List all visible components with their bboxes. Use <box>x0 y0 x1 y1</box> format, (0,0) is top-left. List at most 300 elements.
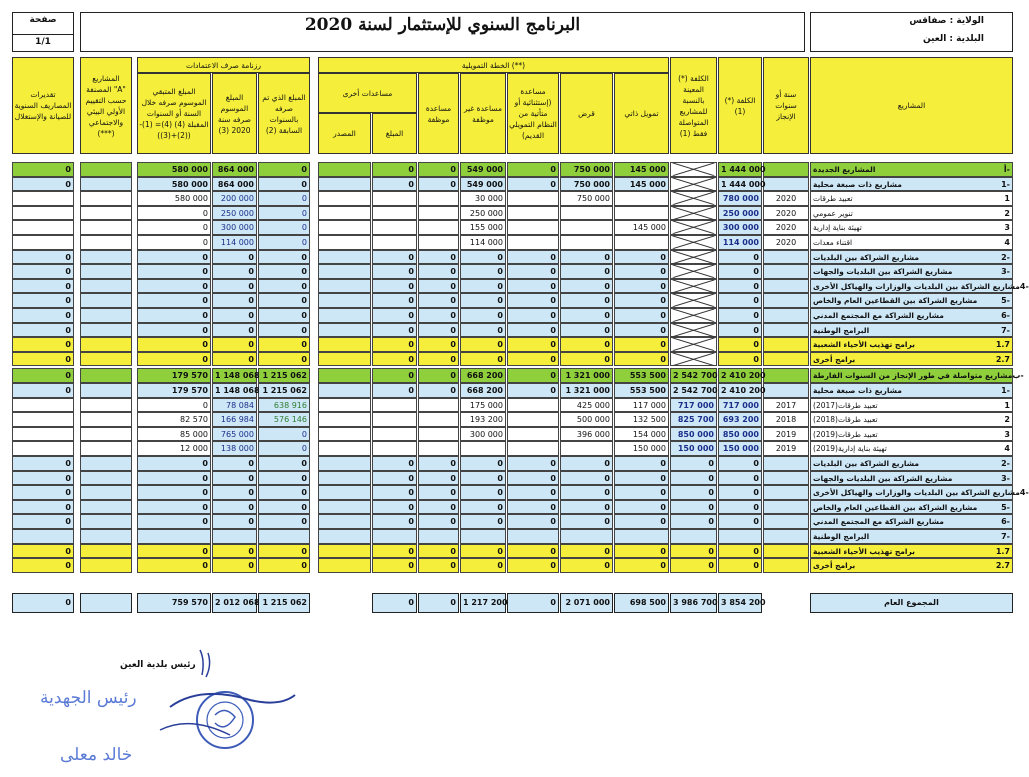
cell-exc <box>507 441 559 456</box>
cell-prev <box>258 529 310 544</box>
cell-cls <box>80 441 132 456</box>
cell-cls <box>80 471 132 486</box>
cell-rem: 0 <box>137 264 211 279</box>
cell-loan: 0 <box>560 279 613 294</box>
cell-unalloc: 0 <box>460 352 506 367</box>
cell-unalloc: 0 <box>460 279 506 294</box>
cell-oamt <box>372 529 417 544</box>
cell-plan: 300 000 <box>212 220 257 235</box>
cell-cost: 693 200 <box>718 412 762 427</box>
cell-medium <box>670 279 717 294</box>
cell-loan: 0 <box>560 323 613 338</box>
cell-est: 0 <box>12 323 74 338</box>
cell-osrc <box>318 456 371 471</box>
table-row-project <box>810 456 1013 471</box>
total-alloc: 0 <box>418 593 459 613</box>
cell-medium: 2 542 700 <box>670 383 717 398</box>
cross-out-icon <box>673 338 714 351</box>
cell-oamt <box>372 220 417 235</box>
cell-prev: 0 <box>258 323 310 338</box>
cell-plan: 138 000 <box>212 441 257 456</box>
cell-cost: 0 <box>718 279 762 294</box>
cell-alloc <box>418 441 459 456</box>
row-label: تنوير عمومي <box>813 208 853 218</box>
cell-rem: 580 000 <box>137 177 211 192</box>
cell-plan <box>212 529 257 544</box>
cell-osrc <box>318 514 371 529</box>
table-row-project <box>810 293 1013 308</box>
cell-medium <box>670 220 717 235</box>
cell-osrc <box>318 191 371 206</box>
cell-prev: 0 <box>258 441 310 456</box>
cell-plan: 78 084 <box>212 398 257 413</box>
cell-prev: 0 <box>258 293 310 308</box>
cell-rem: 179 570 <box>137 383 211 398</box>
cell-loan: 1 321 000 <box>560 368 613 383</box>
cell-prev: 576 146 <box>258 412 310 427</box>
cell-unalloc: 0 <box>460 485 506 500</box>
cell-self: 0 <box>614 250 669 265</box>
cell-unalloc: 668 200 <box>460 383 506 398</box>
cell-exc: 0 <box>507 368 559 383</box>
cell-cls <box>80 191 132 206</box>
row-label: مشاريع الشراكة بين البلديات <box>813 252 919 262</box>
total-rem: 759 570 <box>137 593 211 613</box>
cell-year: 2017 <box>763 398 809 413</box>
cell-oamt: 0 <box>372 383 417 398</box>
cell-year: 2020 <box>763 191 809 206</box>
row-label: مشاريع الشراكة بين البلديات والوزارات والهياكل الأخرى <box>813 281 1020 291</box>
cell-self <box>614 191 669 206</box>
table-row-project <box>810 500 1013 515</box>
cell-alloc <box>418 206 459 221</box>
total-oamt: 0 <box>372 593 417 613</box>
cell-cls <box>80 368 132 383</box>
signature-handwriting-bottom: خالد معلى <box>60 745 133 765</box>
cell-self: 0 <box>614 323 669 338</box>
cell-cls <box>80 412 132 427</box>
cell-oamt: 0 <box>372 250 417 265</box>
table-row-project <box>810 398 1013 413</box>
cell-medium: 150 000 <box>670 441 717 456</box>
cell-unalloc: 549 000 <box>460 177 506 192</box>
cell-cost: 0 <box>718 485 762 500</box>
table-row-project <box>810 206 1013 221</box>
cell-exc <box>507 220 559 235</box>
cell-rem: 0 <box>137 544 211 559</box>
cell-oamt <box>372 398 417 413</box>
cell-alloc: 0 <box>418 279 459 294</box>
cell-medium: 0 <box>670 500 717 515</box>
cell-oamt: 0 <box>372 279 417 294</box>
row-code: 4- <box>1019 281 1029 291</box>
cell-self: 117 000 <box>614 398 669 413</box>
total-loan: 2 071 000 <box>560 593 613 613</box>
cell-cls <box>80 250 132 265</box>
cell-alloc <box>418 220 459 235</box>
cell-rem: 179 570 <box>137 368 211 383</box>
cell-medium: 0 <box>670 544 717 559</box>
row-code: 4 <box>1004 238 1010 247</box>
cell-self: 0 <box>614 485 669 500</box>
cell-alloc: 0 <box>418 352 459 367</box>
cell-medium <box>670 191 717 206</box>
cell-rem: 0 <box>137 471 211 486</box>
header-financing-group: الخطة التمويلية (**) <box>318 57 669 73</box>
cell-est <box>12 441 74 456</box>
cell-osrc <box>318 441 371 456</box>
cell-year <box>763 368 809 383</box>
cell-prev: 0 <box>258 456 310 471</box>
cell-alloc: 0 <box>418 558 459 573</box>
cell-plan: 0 <box>212 558 257 573</box>
cell-cost: 0 <box>718 500 762 515</box>
cell-prev: 0 <box>258 308 310 323</box>
cell-oamt: 0 <box>372 323 417 338</box>
baladiya-label: البلدية : العين <box>922 34 984 44</box>
cell-rem: 85 000 <box>137 427 211 442</box>
cell-cls <box>80 177 132 192</box>
cell-prev: 1 215 062 <box>258 368 310 383</box>
total-projects: المجموع العام <box>810 593 1013 613</box>
cell-unalloc: 300 000 <box>460 427 506 442</box>
cell-unalloc: 0 <box>460 471 506 486</box>
cell-exc: 0 <box>507 471 559 486</box>
cell-osrc <box>318 471 371 486</box>
cell-oamt: 0 <box>372 177 417 192</box>
cell-loan: 0 <box>560 456 613 471</box>
cell-alloc: 0 <box>418 337 459 352</box>
cell-rem: 0 <box>137 279 211 294</box>
total-medium: 3 986 700 <box>670 593 717 613</box>
cell-loan: 0 <box>560 250 613 265</box>
cell-year <box>763 471 809 486</box>
cell-medium: 825 700 <box>670 412 717 427</box>
cell-exc: 0 <box>507 383 559 398</box>
cell-rem: 0 <box>137 514 211 529</box>
row-code: 3- <box>1001 267 1010 277</box>
cell-exc: 0 <box>507 177 559 192</box>
header-remaining: المبلغ المتبقي الموسوم صرفه خلال السنة أو السنوات المقبلة (4) (4)= (1)-((2)+(3)) <box>137 73 211 154</box>
cell-osrc <box>318 544 371 559</box>
cell-rem: 0 <box>137 398 211 413</box>
table-row-project <box>810 441 1013 456</box>
cell-loan: 0 <box>560 514 613 529</box>
cell-medium: 850 000 <box>670 427 717 442</box>
row-code: 2.7 <box>995 561 1010 571</box>
row-label: مشاريع الشراكة بين القطاعين العام والخاص <box>813 502 978 512</box>
cross-out-icon <box>673 178 714 191</box>
cell-exc <box>507 398 559 413</box>
row-label: تعبيد طرقات(2019) <box>813 429 878 439</box>
cell-medium: 0 <box>670 514 717 529</box>
row-code: أ- <box>1003 165 1010 174</box>
header-cost: الكلفة (*) (1) <box>718 57 762 154</box>
cell-prev: 0 <box>258 279 310 294</box>
cell-osrc <box>318 352 371 367</box>
cross-out-icon <box>673 163 714 176</box>
cell-cost: 850 000 <box>718 427 762 442</box>
cell-cls <box>80 383 132 398</box>
cell-year <box>763 162 809 177</box>
cell-plan: 0 <box>212 279 257 294</box>
cell-cost: 0 <box>718 558 762 573</box>
cell-est: 0 <box>12 456 74 471</box>
cell-self: 145 000 <box>614 220 669 235</box>
cell-loan <box>560 529 613 544</box>
cell-alloc: 0 <box>418 162 459 177</box>
cell-prev: 0 <box>258 235 310 250</box>
cell-unalloc: 175 000 <box>460 398 506 413</box>
cell-year <box>763 337 809 352</box>
row-label: مشاريع الشراكة مع المجتمع المدني <box>813 311 944 320</box>
cell-self: 0 <box>614 352 669 367</box>
cell-oamt <box>372 235 417 250</box>
cell-cost: 1 444 000 <box>718 177 762 192</box>
cell-medium <box>670 337 717 352</box>
cell-alloc <box>418 191 459 206</box>
cell-unalloc: 0 <box>460 323 506 338</box>
cell-cls <box>80 220 132 235</box>
cell-loan: 750 000 <box>560 191 613 206</box>
cell-prev: 1 215 062 <box>258 383 310 398</box>
cell-unalloc <box>460 529 506 544</box>
cell-cost: 717 000 <box>718 398 762 413</box>
cell-est <box>12 191 74 206</box>
cell-plan: 864 000 <box>212 162 257 177</box>
cell-alloc <box>418 412 459 427</box>
cell-medium <box>670 529 717 544</box>
cell-oamt <box>372 206 417 221</box>
cell-cls <box>80 529 132 544</box>
cell-medium <box>670 308 717 323</box>
cell-cost: 0 <box>718 337 762 352</box>
page-number: 1/1 <box>12 34 74 48</box>
cell-cls <box>80 456 132 471</box>
cell-loan <box>560 206 613 221</box>
cell-exc: 0 <box>507 293 559 308</box>
cell-year: 2020 <box>763 235 809 250</box>
cell-rem: 0 <box>137 352 211 367</box>
header-projects: المشاريع <box>810 57 1013 154</box>
cell-exc: 0 <box>507 544 559 559</box>
row-code: 5- <box>1001 502 1010 512</box>
row-code: 1- <box>1001 386 1010 395</box>
cell-oamt: 0 <box>372 264 417 279</box>
cell-medium <box>670 323 717 338</box>
cell-unalloc: 0 <box>460 308 506 323</box>
header-classified: المشاريع المصنفة "A" حسب التقييم الأولي البيئي والاجتماعي (***) <box>80 57 132 154</box>
cell-self <box>614 206 669 221</box>
cross-out-icon <box>673 309 714 322</box>
cell-alloc: 0 <box>418 264 459 279</box>
cell-loan: 750 000 <box>560 162 613 177</box>
row-label: مشاريع الشراكة بين البلديات والوزارات والهياكل الأخرى <box>813 488 1020 498</box>
cell-alloc <box>418 427 459 442</box>
table-row-project <box>810 558 1013 573</box>
cell-loan: 0 <box>560 337 613 352</box>
row-label: برامج تهذيب الأحياء الشعبية <box>813 546 915 556</box>
cell-cls <box>80 558 132 573</box>
cell-alloc: 0 <box>418 308 459 323</box>
table-row-project <box>810 337 1013 352</box>
cell-year <box>763 500 809 515</box>
cell-medium <box>670 235 717 250</box>
row-label: البرامج الوطنية <box>813 532 870 541</box>
cell-cls <box>80 162 132 177</box>
cell-alloc: 0 <box>418 514 459 529</box>
cell-self: 0 <box>614 500 669 515</box>
table-row-project <box>810 427 1013 442</box>
header-other-amount: المبلغ <box>372 113 417 154</box>
cell-alloc: 0 <box>418 250 459 265</box>
header-allocated-aid: مساعدة موظفة <box>418 73 459 154</box>
table-row-project <box>810 352 1013 367</box>
cell-rem: 0 <box>137 235 211 250</box>
header-other-aid: مساعدات أخرى <box>318 73 417 113</box>
cell-rem: 0 <box>137 500 211 515</box>
cell-year <box>763 485 809 500</box>
row-label: مشاريع ذات صبغة محلية <box>813 179 902 189</box>
cell-plan: 1 148 068 <box>212 368 257 383</box>
row-label: مشاريع الشراكة بين البلديات والجهات <box>813 473 953 483</box>
cell-loan <box>560 235 613 250</box>
row-code: 1 <box>1004 194 1010 204</box>
cell-rem: 580 000 <box>137 191 211 206</box>
cell-est: 0 <box>12 558 74 573</box>
cell-self: 150 000 <box>614 441 669 456</box>
cell-self: 553 500 <box>614 368 669 383</box>
cell-alloc: 0 <box>418 485 459 500</box>
cross-out-icon <box>673 265 714 278</box>
row-code: 4- <box>1019 488 1029 498</box>
row-label: برامج أخرى <box>813 354 856 364</box>
cell-cls <box>80 235 132 250</box>
total-cost: 3 854 200 <box>718 593 762 613</box>
cell-prev: 0 <box>258 337 310 352</box>
cell-est: 0 <box>12 279 74 294</box>
page-label: صفحة <box>29 15 57 25</box>
cell-self: 132 500 <box>614 412 669 427</box>
cell-cost: 0 <box>718 352 762 367</box>
cell-unalloc: 549 000 <box>460 162 506 177</box>
cell-medium <box>670 352 717 367</box>
cell-cost: 780 000 <box>718 191 762 206</box>
cell-prev: 0 <box>258 427 310 442</box>
cell-osrc <box>318 250 371 265</box>
row-code: 5- <box>1001 296 1010 306</box>
cell-osrc <box>318 206 371 221</box>
cell-est: 0 <box>12 383 74 398</box>
cell-unalloc <box>460 441 506 456</box>
cell-rem: 0 <box>137 220 211 235</box>
cell-est <box>12 412 74 427</box>
cell-cost: 0 <box>718 250 762 265</box>
cell-medium: 0 <box>670 558 717 573</box>
cell-exc: 0 <box>507 162 559 177</box>
cell-self: 154 000 <box>614 427 669 442</box>
cell-osrc <box>318 485 371 500</box>
cell-est: 0 <box>12 485 74 500</box>
header-other-source: المصدر <box>318 113 371 154</box>
cell-oamt <box>372 191 417 206</box>
row-label: تهيئة بناية إدارية(2019) <box>813 444 887 454</box>
header-cost-medium: الكلفة (*) المعينة بالنسبة للمشاريع المتواصلة فقط (1) <box>670 57 717 154</box>
cross-out-icon <box>673 251 714 264</box>
cell-prev: 0 <box>258 544 310 559</box>
signature-caption: رئيس بلدية العين <box>120 660 196 670</box>
cell-medium <box>670 177 717 192</box>
row-label: تعبيد طرقات <box>813 194 853 204</box>
cell-est: 0 <box>12 308 74 323</box>
cell-osrc <box>318 412 371 427</box>
cell-cls <box>80 544 132 559</box>
table-row-project <box>810 308 1013 323</box>
cell-osrc <box>318 308 371 323</box>
cell-est: 0 <box>12 264 74 279</box>
cell-oamt: 0 <box>372 368 417 383</box>
header-exceptional-aid: مساعدة (إستثنائية أو متأتية من النظام التمويلي القديم) <box>507 73 559 154</box>
cell-year <box>763 323 809 338</box>
cell-rem: 0 <box>137 308 211 323</box>
cell-alloc <box>418 398 459 413</box>
cell-est <box>12 529 74 544</box>
cell-self <box>614 529 669 544</box>
cell-cost <box>718 529 762 544</box>
cell-prev: 0 <box>258 177 310 192</box>
header-spent-previous: المبلغ الذي تم صرفه بالسنوات السابقة (2) <box>258 73 310 154</box>
cell-oamt: 0 <box>372 456 417 471</box>
row-label: مشاريع ذات صبغة محلية <box>813 386 902 395</box>
row-code: 1.7 <box>995 340 1010 350</box>
cell-self: 0 <box>614 558 669 573</box>
cell-plan: 0 <box>212 337 257 352</box>
table-row-project <box>810 368 1024 383</box>
total-prev: 1 215 062 <box>258 593 310 613</box>
cell-est: 0 <box>12 293 74 308</box>
cell-year <box>763 293 809 308</box>
cell-osrc <box>318 293 371 308</box>
table-row-project <box>810 471 1013 486</box>
cell-cls <box>80 323 132 338</box>
cell-oamt: 0 <box>372 485 417 500</box>
cell-cost: 0 <box>718 471 762 486</box>
cell-exc: 0 <box>507 323 559 338</box>
cell-rem: 0 <box>137 250 211 265</box>
cell-alloc: 0 <box>418 471 459 486</box>
cell-year <box>763 308 809 323</box>
cell-osrc <box>318 500 371 515</box>
cell-cls <box>80 308 132 323</box>
cell-cls <box>80 352 132 367</box>
cell-alloc: 0 <box>418 368 459 383</box>
cell-year: 2019 <box>763 441 809 456</box>
row-code: 1 <box>1004 400 1010 410</box>
header-self-funding: تمويل ذاتي <box>614 73 669 154</box>
row-label: مشاريع متواصلة في طور الإنجاز من السنوات الفارطة <box>813 371 1013 381</box>
cell-year <box>763 514 809 529</box>
cell-medium: 717 000 <box>670 398 717 413</box>
cell-prev: 0 <box>258 500 310 515</box>
cell-cls <box>80 264 132 279</box>
row-label: برامج أخرى <box>813 561 856 571</box>
cell-self: 0 <box>614 308 669 323</box>
cell-cls <box>80 206 132 221</box>
cell-cls <box>80 485 132 500</box>
cell-self: 0 <box>614 456 669 471</box>
cell-loan: 0 <box>560 544 613 559</box>
table-row-project <box>810 544 1013 559</box>
